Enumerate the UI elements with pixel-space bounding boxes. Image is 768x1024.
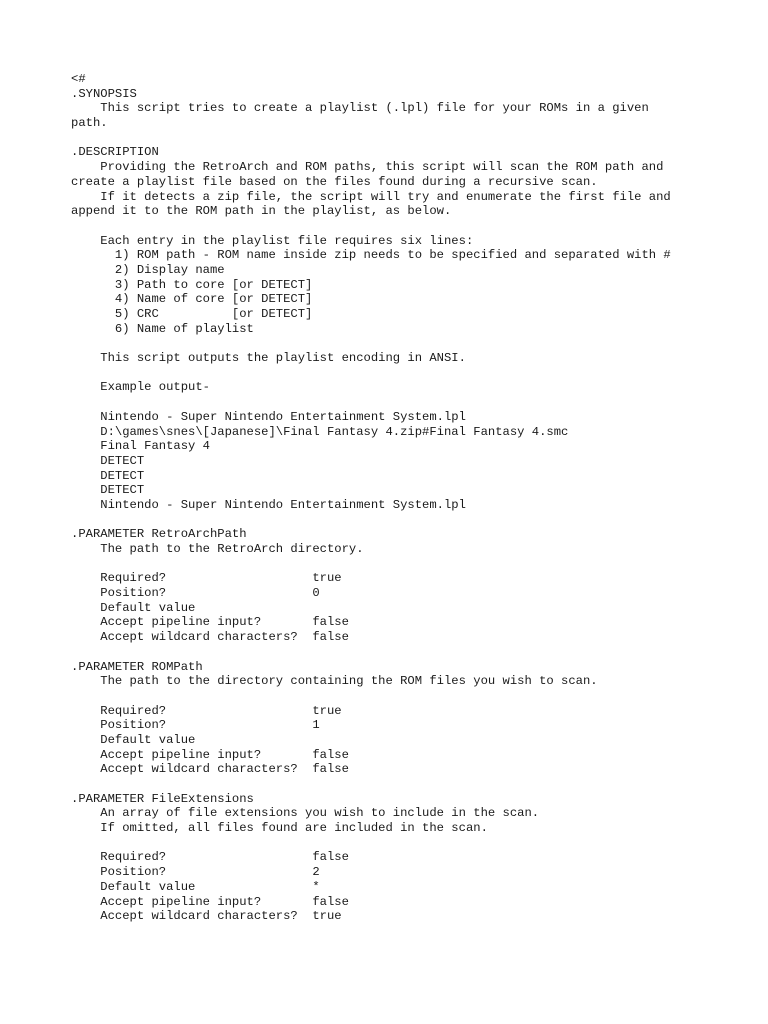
document-line: D:\games\snes\[Japanese]\Final Fantasy 4.zip#Final Fantasy 4.smc xyxy=(71,424,569,439)
document-line: 4) Name of core [or DETECT] xyxy=(71,292,313,307)
document-line: 1) ROM path - ROM name inside zip needs to be specified and separated with # xyxy=(71,248,671,263)
document-body xyxy=(71,72,761,924)
document-line: Default value xyxy=(71,600,196,615)
document-line: Accept wildcard characters? true xyxy=(71,909,342,924)
document-line: If omitted, all files found are included in the scan. xyxy=(71,821,488,836)
document-line: Accept pipeline input? false xyxy=(71,615,349,630)
document-line: .PARAMETER FileExtensions xyxy=(71,791,254,806)
document-line: An array of file extensions you wish to include in the scan. xyxy=(71,806,540,821)
document-line xyxy=(71,131,761,146)
document-line: Example output- xyxy=(71,380,210,395)
document-line: DETECT xyxy=(71,483,145,498)
document-line: Required? true xyxy=(71,703,342,718)
document-line xyxy=(71,777,761,792)
document-line: Default value * xyxy=(71,879,320,894)
document-line: This script outputs the playlist encoding in ANSI. xyxy=(71,351,466,366)
document-line: 2) Display name xyxy=(71,262,225,277)
document-line: DETECT xyxy=(71,453,145,468)
document-line: Each entry in the playlist file requires six lines: xyxy=(71,233,474,248)
document-line: <# xyxy=(71,72,86,86)
document-line xyxy=(71,366,761,381)
document-line: .SYNOPSIS xyxy=(71,86,137,101)
document-line: Accept wildcard characters? false xyxy=(71,630,349,645)
document-line: append it to the ROM path in the playlist, as below. xyxy=(71,204,452,219)
document-line xyxy=(71,836,761,851)
document-line: Nintendo - Super Nintendo Entertainment System.lpl xyxy=(71,497,466,512)
document-line xyxy=(71,557,761,572)
document-line: .PARAMETER RetroArchPath xyxy=(71,527,247,542)
document-line xyxy=(71,336,761,351)
document-line xyxy=(71,513,761,528)
document-line: The path to the RetroArch directory. xyxy=(71,542,364,556)
document-line: DETECT xyxy=(71,468,145,483)
document-line xyxy=(71,689,761,704)
document-line: path. xyxy=(71,116,108,131)
document-line: Final Fantasy 4 xyxy=(71,439,210,454)
document-line: create a playlist file based on the files found during a recursive scan. xyxy=(71,174,598,189)
document-line: Nintendo - Super Nintendo Entertainment System.lpl xyxy=(71,409,466,424)
document-line: Accept wildcard characters? false xyxy=(71,762,349,777)
document-line: Required? false xyxy=(71,850,349,865)
document-line: Position? 2 xyxy=(71,865,320,880)
document-line: Position? 1 xyxy=(71,718,320,733)
document-line: This script tries to create a playlist (.lpl) file for your ROMs in a given xyxy=(71,101,649,116)
document-line: The path to the directory containing the ROM files you wish to scan. xyxy=(71,674,598,689)
document-line: Accept pipeline input? false xyxy=(71,894,349,909)
document-line: If it detects a zip file, the script will try and enumerate the first file and xyxy=(71,189,671,204)
document-line: .PARAMETER ROMPath xyxy=(71,659,203,674)
document-line: 5) CRC [or DETECT] xyxy=(71,307,313,321)
document-line: Position? 0 xyxy=(71,586,320,601)
document-line: Required? true xyxy=(71,571,342,586)
document-line xyxy=(71,395,761,410)
document-line: Providing the RetroArch and ROM paths, this script will scan the ROM path and xyxy=(71,160,664,175)
document-line: .DESCRIPTION xyxy=(71,145,159,160)
document-line: 6) Name of playlist xyxy=(71,321,254,336)
document-line xyxy=(71,645,761,660)
document-line: Accept pipeline input? false xyxy=(71,747,349,762)
document-line: Default value xyxy=(71,732,196,747)
document-line: 3) Path to core [or DETECT] xyxy=(71,277,313,292)
document-line xyxy=(71,219,761,234)
